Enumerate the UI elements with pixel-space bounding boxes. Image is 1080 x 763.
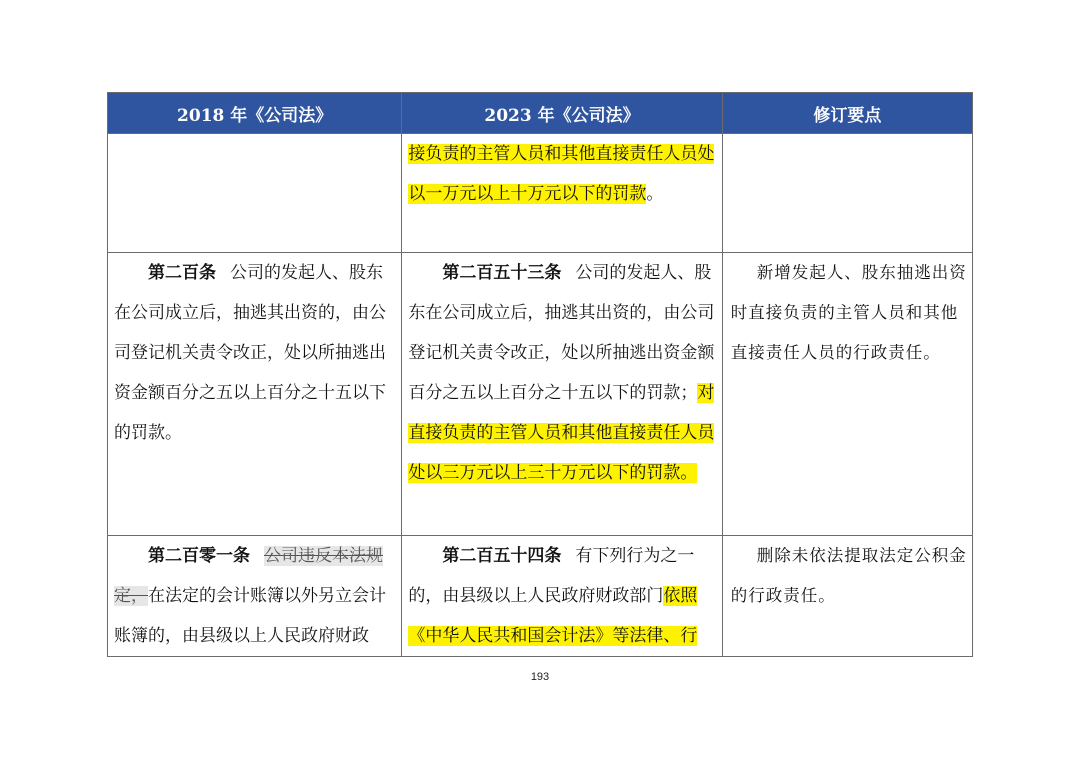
row2-col1-cell <box>108 253 402 536</box>
header-2023: 2023 年《公司法》 <box>402 93 722 134</box>
header-revision-points: 修订要点 <box>722 93 972 134</box>
table-header-row <box>108 93 973 134</box>
row3-col2-cell <box>402 536 722 657</box>
table-row <box>108 134 973 253</box>
article-text: 有下列行为之一的，由县级以上人民政府财政部门 <box>408 546 695 606</box>
highlighted-text: 接负责的主管人员和其他直接责任人员处以一万元以上十万元以下的罚款 <box>408 144 715 204</box>
article-number: 第二百条 <box>148 263 216 283</box>
row1-col3-cell <box>722 134 972 253</box>
article-text: 在法定的会计账簿以外另立会计账簿的，由县级以上人民政府财政 <box>114 586 386 646</box>
row2-col3-cell <box>722 253 972 536</box>
page-number: 193 <box>530 671 550 683</box>
row2-col2-cell <box>402 253 722 536</box>
article-text: 公司的发起人、股东在公司成立后，抽逃其出资的，由公司登记机关责令改正，处以所抽逃出资金额百分之五以上百分之十五以下的罚款； <box>408 263 715 403</box>
article-number: 第二百五十四条 <box>442 546 562 566</box>
deleted-text: 公司违反本法规定， <box>114 546 383 606</box>
row1-col2-cell <box>402 134 722 253</box>
row3-col1-cell <box>108 536 402 657</box>
article-number: 第二百零一条 <box>148 546 250 566</box>
table-row <box>108 536 973 657</box>
row3-col3-cell <box>722 536 972 657</box>
row1-col1-cell <box>108 134 402 253</box>
article-number: 第二百五十三条 <box>442 263 562 283</box>
row1-col2-tail: 。 <box>646 184 664 204</box>
highlighted-text: 依照《中华人民共和国会计法》等法律、行 <box>408 586 698 646</box>
highlighted-text: 对直接负责的主管人员和其他直接责任人员处以三万元以上三十万元以下的罚款。 <box>408 383 715 483</box>
header-2018: 2018 年《公司法》 <box>108 93 402 134</box>
table-row <box>108 253 973 536</box>
revision-note: 新增发起人、股东抽逃出资时直接负责的主管人员和其他直接责任人员的行政责任。 <box>730 263 967 362</box>
article-text: 公司的发起人、股东在公司成立后，抽逃其出资的，由公司登记机关责令改正，处以所抽逃出资金额百分之五以上百分之十五以下的罚款。 <box>114 263 386 443</box>
revision-note: 删除未依法提取法定公积金的行政责任。 <box>730 546 967 605</box>
comparison-table <box>107 92 973 657</box>
